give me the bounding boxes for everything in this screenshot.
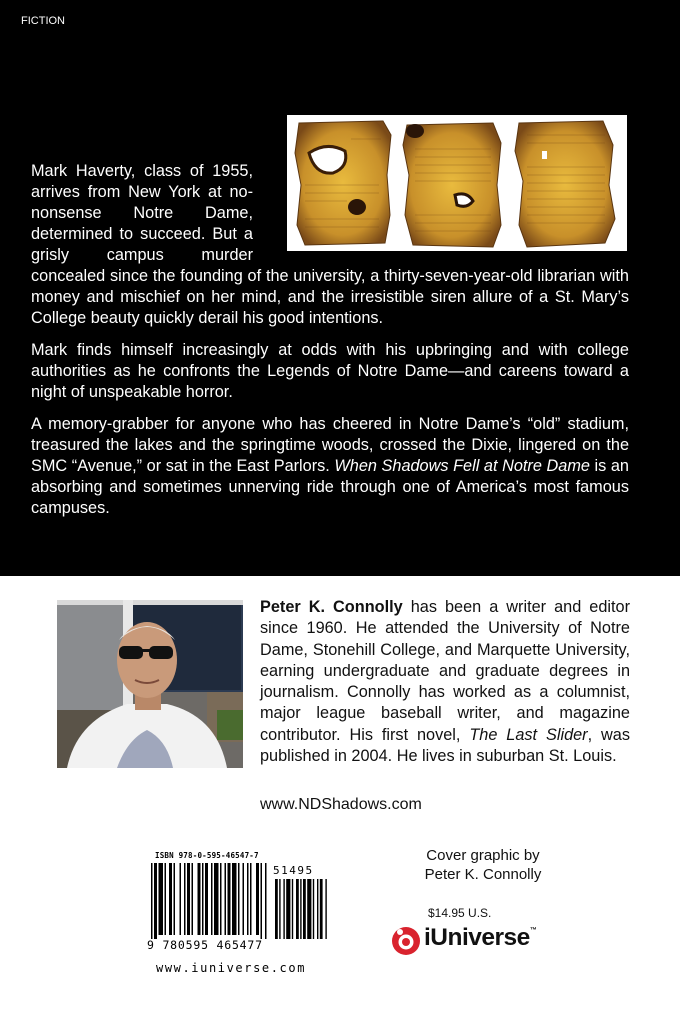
- cover-credit-line-2: Peter K. Connolly: [424, 866, 542, 883]
- addon-bar: [286, 879, 290, 939]
- price-code: 51495: [273, 864, 314, 877]
- barcode-bar: [243, 863, 245, 935]
- bio-text-start: has been a writer and editor since 1960. He attended the University of Notre Dame, Stonehill College, and Marquette University, earning undergraduate and graduate degrees in journalism. Connolly has worked as a columnist, major league baseball writer, and magazine contributor. His first novel,: [260, 598, 630, 744]
- addon-bar: [283, 879, 284, 939]
- addon-bar: [300, 879, 301, 939]
- website-link[interactable]: www.NDShadows.com: [260, 796, 422, 813]
- synopsis-p3-start: A memory-grabber for anyone who has cheered in Notre Dame’s “old” stadium, treasured the lakes and the springtime woods, crossed the Dixie, lingered on the SMC “Avenue,” or sat in the East Parlors.: [31, 415, 629, 475]
- synopsis-paragraph-1: Mark Haverty, class of 1955, arrives from New York at no-nonsense Notre Dame, determined to succeed. But a grisly campus murder concealed since the founding of the university, a thirty-seven-year-old librarian with money and mischief on her mind, and the irresistible siren allure of a St. Mary’s College beauty quickly derail his good intentions.: [31, 162, 629, 327]
- isbn-barcode: [147, 851, 347, 981]
- barcode-bar: [238, 863, 240, 935]
- barcode-bar: [154, 863, 157, 939]
- barcode-bar: [198, 863, 201, 935]
- barcode-bar: [265, 863, 267, 939]
- image-wrap-spacer: [253, 161, 629, 253]
- barcode-bar: [256, 863, 259, 935]
- barcode-bar: [211, 863, 213, 935]
- barcode-bar: [225, 863, 227, 935]
- barcode-bar: [187, 863, 190, 935]
- addon-bar: [296, 879, 299, 939]
- barcode-bar: [174, 863, 176, 935]
- addon-bar: [325, 879, 326, 939]
- addon-bar: [307, 879, 311, 939]
- barcode-bar: [192, 863, 194, 935]
- isbn-label: ISBN 978-0-595-46547-7: [155, 851, 259, 860]
- addon-bar: [317, 879, 318, 939]
- addon-bar: [292, 879, 293, 939]
- publisher-logo: [391, 922, 541, 958]
- genre-label: FICTION: [21, 15, 65, 27]
- publisher-name: [424, 924, 536, 952]
- barcode-bar: [261, 863, 263, 939]
- barcode-bar: [247, 863, 249, 935]
- barcode-bar: [159, 863, 164, 935]
- barcode-bar: [228, 863, 231, 935]
- publisher-name-text: iUniverse: [424, 924, 530, 951]
- first-novel-title: The Last Slider: [469, 725, 588, 744]
- cover-credit-line-1: Cover graphic by: [426, 847, 540, 864]
- cover-credit: [398, 846, 568, 884]
- barcode-bar: [205, 863, 208, 935]
- addon-bar: [275, 879, 278, 939]
- barcode-bar: [165, 863, 167, 935]
- synopsis-paragraph-3: [31, 414, 629, 519]
- addon-bar: [320, 879, 323, 939]
- synopsis-paragraph-2: Mark finds himself increasingly at odds with his upbringing and with college authorities as he confronts the Legends of Notre Dame—and careens toward a night of unspeakable horror.: [31, 341, 629, 401]
- book-title: When Shadows Fell at Notre Dame: [334, 457, 590, 475]
- iuniverse-logo-icon: [391, 926, 421, 956]
- synopsis-p3-end: is an absorbing and sometimes unnerving ride through one of America’s most famous campuses.: [31, 457, 629, 517]
- barcode-bar: [180, 863, 182, 935]
- addon-bar: [279, 879, 280, 939]
- author-name: Peter K. Connolly: [260, 598, 403, 616]
- addon-bar: [313, 879, 314, 939]
- author-photo: [57, 600, 243, 768]
- trademark-symbol: ™: [529, 927, 537, 934]
- barcode-bar: [232, 863, 237, 935]
- barcode-bar: [151, 863, 153, 939]
- synopsis: [31, 161, 629, 530]
- addon-bar: [303, 879, 306, 939]
- bio-text-end: , was published in 2004. He lives in suburban St. Louis.: [260, 725, 630, 766]
- barcode-bar: [202, 863, 204, 935]
- barcode-bar: [169, 863, 172, 935]
- barcode-bar: [214, 863, 219, 935]
- price-label: $14.95 U.S.: [428, 906, 492, 920]
- barcode-bar: [250, 863, 252, 935]
- author-bio: [260, 597, 630, 767]
- barcode-bar: [220, 863, 222, 935]
- barcode-bar: [184, 863, 186, 935]
- isbn-digits: 9 780595 465477: [147, 938, 263, 952]
- publisher-url: www.iuniverse.com: [156, 961, 307, 975]
